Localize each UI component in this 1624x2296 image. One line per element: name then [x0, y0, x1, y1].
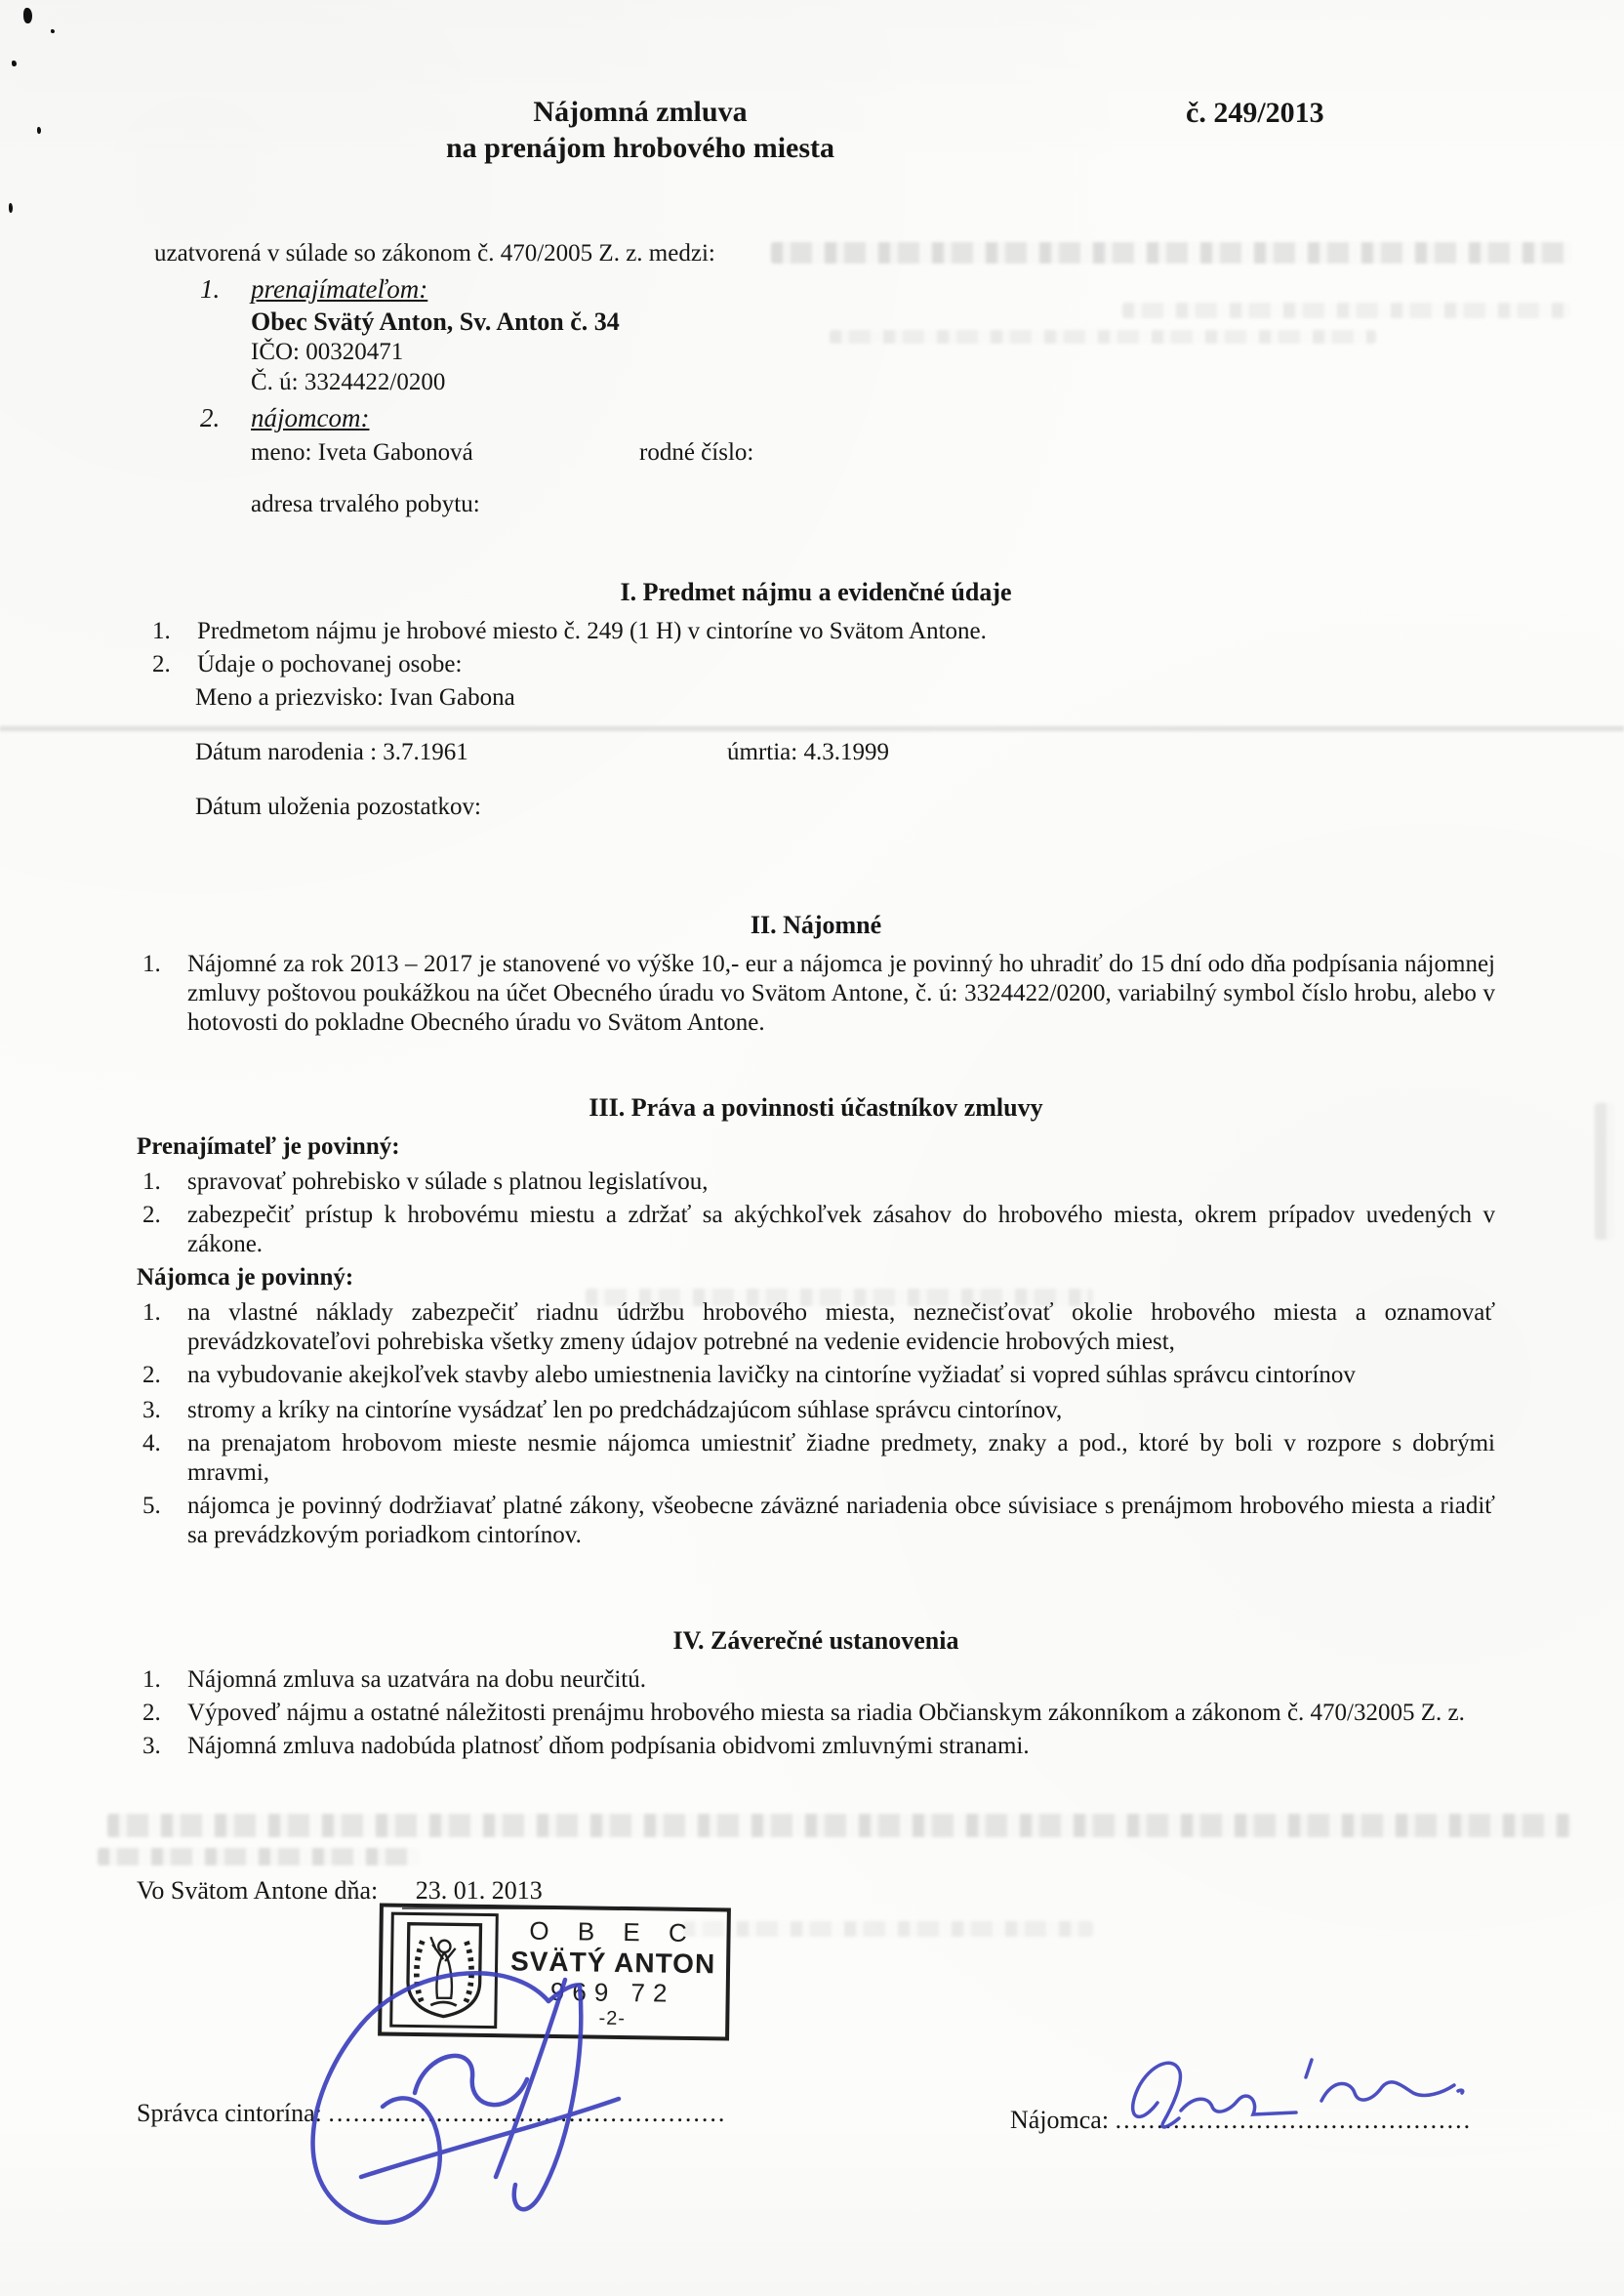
party-number: 1. — [200, 274, 221, 304]
list-number: 2. — [142, 1700, 161, 1726]
admin-signature-dots: ................................................ — [328, 2099, 727, 2127]
list-number: 3. — [142, 1397, 161, 1423]
scan-speck — [23, 8, 32, 23]
place-date-label: Vo Svätom Antone dňa: — [137, 1876, 379, 1905]
section-3-heading: III. Práva a povinnosti účastníkov zmluvy — [589, 1093, 1043, 1122]
tenant-duty: nájomca je povinný dodržiavať platné zákony, všeobecne záväzné nariadenia obce súvisiace s prenájmom hrobového miesta a riadiť sa prevádzkovým poriadkom cintorínov. — [187, 1493, 1495, 1548]
final-clause: Výpoveď nájmu a ostatné náležitosti prenájmu hrobového miesta sa riadia Občianskym zákonníkom a zákonom č. 470/32005 Z. z. — [187, 1700, 1465, 1726]
list-number: 5. — [142, 1493, 161, 1519]
stamp-line-zip: 969 72 — [549, 1976, 675, 2008]
contract-number: č. 249/2013 — [1186, 97, 1324, 129]
stamp-line-index: -2- — [598, 2007, 627, 2030]
document-title — [390, 94, 890, 166]
section-2-heading: II. Nájomné — [750, 911, 882, 939]
tenant-signature-line — [1010, 2106, 1472, 2135]
landlord-label: prenajímateľom: — [251, 274, 428, 304]
admin-signature-line — [137, 2099, 726, 2128]
section-4 — [137, 1626, 1495, 1765]
bleedthrough-ghost-text — [683, 1921, 1093, 1937]
tenant-duty: stromy a kríky na cintoríne vysádzať len po predchádzajúcom súhlase správcu cintorínov, — [187, 1397, 1063, 1423]
stamp-line-obec: O B E C — [529, 1915, 698, 1948]
landlord-duties-heading: Prenajímateľ je povinný: — [137, 1133, 400, 1160]
bleedthrough-ghost-text — [1595, 1103, 1614, 1240]
tenant-duty: na vlastné náklady zabezpečiť riadnu údržbu hrobového miesta, neznečisťovať okolie hrobového miesta a oznamovať prevádzkovateľovi pohrebiska všetky zmeny údajov potrebné na vedenie evidencie hrobových miest, — [187, 1299, 1495, 1355]
landlord-duty: spravovať pohrebisko v súlade s platnou legislatívou, — [187, 1168, 709, 1195]
final-clause: Nájomná zmluva nadobúda platnosť dňom podpísania obidvomi zmluvnými stranami. — [187, 1733, 1030, 1759]
signing-date: 23. 01. 2013 — [402, 1876, 588, 1909]
landlord-ico: IČO: 00320471 — [251, 339, 404, 365]
final-clause: Nájomná zmluva sa uzatvára na dobu neurčitú. — [187, 1666, 646, 1693]
list-number: 4. — [142, 1430, 161, 1456]
birth-number-label: rodné číslo: — [639, 439, 754, 466]
party-number: 2. — [200, 403, 221, 432]
bleedthrough-ghost-text — [98, 1848, 420, 1866]
death-date: úmrtia: 4.3.1999 — [727, 739, 889, 765]
section-1-heading: I. Predmet nájmu a evidenčné údaje — [620, 578, 1012, 606]
stamp-line-village: SVÄTÝ ANTON — [509, 1945, 716, 1979]
landlord-duty: zabezpečiť prístup k hrobovému miestu a zdržať sa akýchkoľvek zásahov do hrobového miesta, okrem prípadov uvedených v zákone. — [187, 1202, 1495, 1257]
rent-clause: Nájomné za rok 2013 – 2017 je stanovené vo výške 10,- eur a nájomca je povinný ho uhradiť do 15 dní odo dňa podpísania nájomnej zmluvy poštovou poukážkou na účet Obecného úradu vo Svätom Antone, č. ú: 3324422/0200, variabilný symbol číslo hrobu, alebo v hotovosti do pokladne Obecného úradu vo Svätom Antone. — [187, 951, 1495, 1036]
section-1 — [137, 578, 1495, 822]
tenant-label: nájomcom: — [251, 403, 370, 432]
bleedthrough-ghost-text — [1122, 303, 1571, 318]
list-number: 1. — [142, 1168, 161, 1195]
deposit-date-label: Dátum uloženia pozostatkov: — [195, 794, 481, 820]
address-label: adresa trvalého pobytu: — [251, 491, 480, 517]
tenant-duty: na vybudovanie akejkoľvek stavby alebo umiestnenia lavičky na cintoríne vyžiadať si vopred súhlas správcu cintorínov — [187, 1362, 1356, 1388]
tenant-duties-heading: Nájomca je povinný: — [137, 1264, 354, 1291]
list-number: 2. — [142, 1202, 161, 1228]
list-number: 2. — [152, 651, 171, 677]
tenant-signature-dots: ........................................... — [1115, 2106, 1473, 2134]
parties-section — [200, 274, 1078, 519]
list-number: 1. — [152, 618, 171, 644]
intro-line: uzatvorená v súlade so zákonom č. 470/2005 Z. z. medzi: — [154, 240, 715, 266]
list-item: Predmetom nájmu je hrobové miesto č. 249 (1 H) v cintoríne vo Svätom Antone. — [197, 618, 987, 644]
list-number: 1. — [142, 951, 161, 977]
municipal-stamp — [378, 1903, 731, 2040]
list-number: 1. — [142, 1666, 161, 1693]
stamp-text — [499, 1915, 727, 2030]
section-3 — [137, 1093, 1495, 1554]
admin-signature-label: Správca cintorína: — [137, 2099, 322, 2127]
list-number: 3. — [142, 1733, 161, 1759]
list-number: 1. — [142, 1299, 161, 1326]
birth-date: Dátum narodenia : 3.7.1961 — [195, 739, 468, 765]
scan-speck — [9, 203, 13, 213]
tenant-signature-label: Nájomca: — [1010, 2106, 1110, 2134]
deceased-name-line: Meno a priezvisko: Ivan Gabona — [195, 684, 515, 711]
list-item: Údaje o pochovanej osobe: — [197, 651, 463, 677]
scan-speck — [37, 127, 41, 134]
section-2 — [137, 911, 1495, 1042]
landlord-name: Obec Svätý Anton, Sv. Anton č. 34 — [251, 308, 620, 336]
document-title-line1: Nájomná zmluva — [533, 96, 748, 128]
document-title-line2: na prenájom hrobového miesta — [445, 132, 835, 164]
list-number: 2. — [142, 1362, 161, 1388]
coat-of-arms-icon — [389, 1912, 499, 2030]
bleedthrough-ghost-text — [107, 1814, 1571, 1837]
scan-speck — [51, 29, 55, 33]
landlord-account: Č. ú: 3324422/0200 — [251, 369, 446, 395]
section-4-heading: IV. Záverečné ustanovenia — [672, 1626, 959, 1655]
scan-speck — [12, 61, 17, 66]
tenant-duty: na prenajatom hrobovom mieste nesmie nájomca umiestniť žiadne predmety, znaky a pod., ktoré by boli v rozpore s dobrými mravmi, — [187, 1430, 1495, 1486]
tenant-name: meno: Iveta Gabonová — [251, 439, 473, 466]
bleedthrough-ghost-text — [771, 242, 1571, 264]
